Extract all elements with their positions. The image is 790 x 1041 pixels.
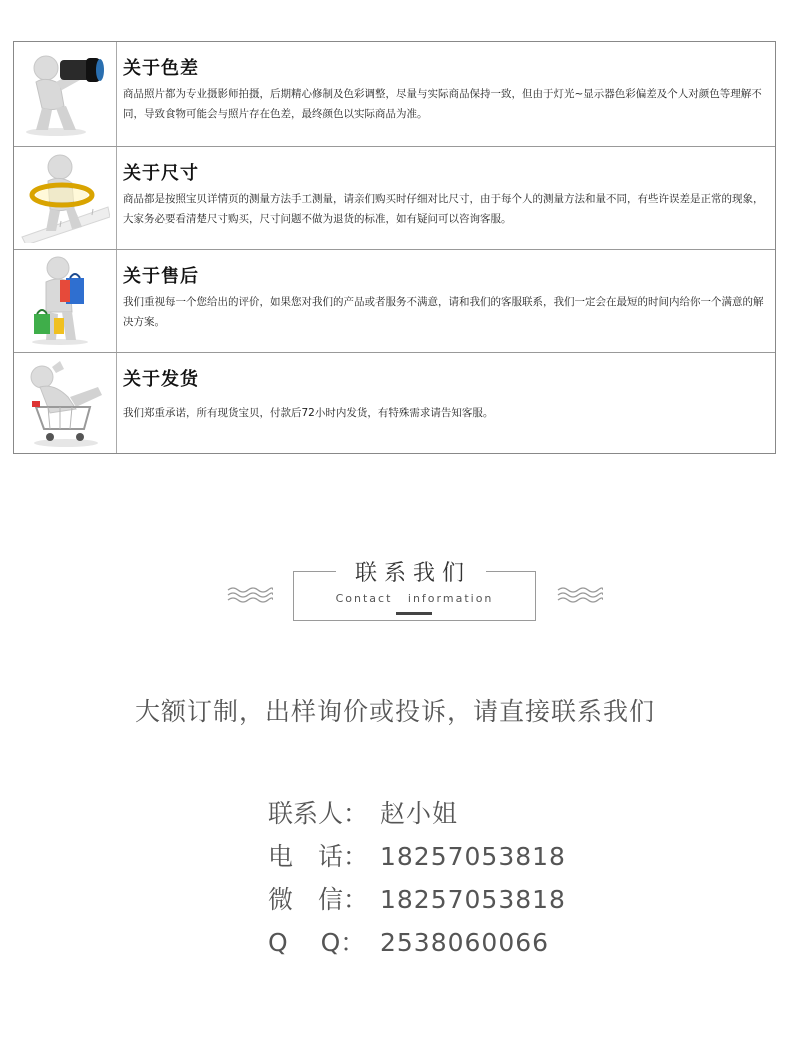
row-title: 关于发货 [123, 369, 199, 390]
row-title: 关于售后 [123, 266, 199, 287]
info-text [122, 147, 771, 249]
contact-list [268, 794, 566, 966]
row-title: 关于尺寸 [123, 163, 199, 184]
contact-subtitle: Contact information [335, 592, 494, 605]
row-description: 我们重视每一个您给出的评价，如果您对我们的产品或者服务不满意，请和我们的客服联系，我们一定会在最短的时间内给你一个满意的解决方案。 [123, 296, 764, 328]
qq-number[interactable]: 2538060066 [380, 928, 550, 957]
wave-decoration-icon [557, 586, 603, 604]
info-text [122, 250, 771, 352]
contact-label: 电 话： [268, 842, 369, 871]
wechat-line [268, 880, 566, 923]
info-row-after-sales [14, 249, 775, 352]
contact-label: 微 信： [268, 885, 369, 914]
phone-line [268, 837, 566, 880]
shopping-bags-figure-icon [14, 250, 117, 352]
contact-title: 联系我们 [336, 556, 486, 587]
info-table [13, 41, 776, 454]
contact-person-line [268, 794, 566, 837]
ruler-magnifier-figure-icon [14, 147, 117, 249]
shopping-cart-figure-icon [14, 353, 117, 453]
qq-line [268, 923, 566, 966]
row-description: 我们郑重承诺，所有现货宝贝，付款后72小时内发货，有特殊需求请告知客服。 [123, 407, 494, 419]
row-description: 商品照片都为专业摄影师拍摄，后期精心修制及色彩调整，尽量与实际商品保持一致，但由于灯光~显示器色彩偏差及个人对颜色等理解不同，导致食物可能会与照片存在色差，最终颜色以实际商品为准。 [123, 88, 762, 120]
contact-label: 联系人： [268, 799, 369, 828]
info-row-color-difference [14, 42, 775, 146]
title-underline [396, 612, 432, 615]
phone-number[interactable]: 18257053818 [380, 842, 566, 871]
wechat-id[interactable]: 18257053818 [380, 885, 566, 914]
info-row-shipping [14, 352, 775, 453]
row-title: 关于色差 [123, 58, 199, 79]
info-text [122, 42, 771, 146]
wave-decoration-icon [227, 586, 273, 604]
info-row-size [14, 146, 775, 249]
info-text [122, 353, 771, 453]
camera-figure-icon [14, 42, 117, 146]
contact-label: Q Q： [268, 928, 366, 957]
contact-value: 赵小姐 [380, 799, 459, 828]
contact-tagline: 大额订制，出样询价或投诉，请直接联系我们 [134, 697, 655, 726]
row-description: 商品都是按照宝贝详情页的测量方法手工测量，请亲们购买时仔细对比尺寸，由于每个人的测量方法和量不同，有些许误差是正常的现象，大家务必要看清楚尺寸购买，尺寸问题不做为退货的标准，如有疑问可以咨询客服。 [123, 193, 764, 225]
